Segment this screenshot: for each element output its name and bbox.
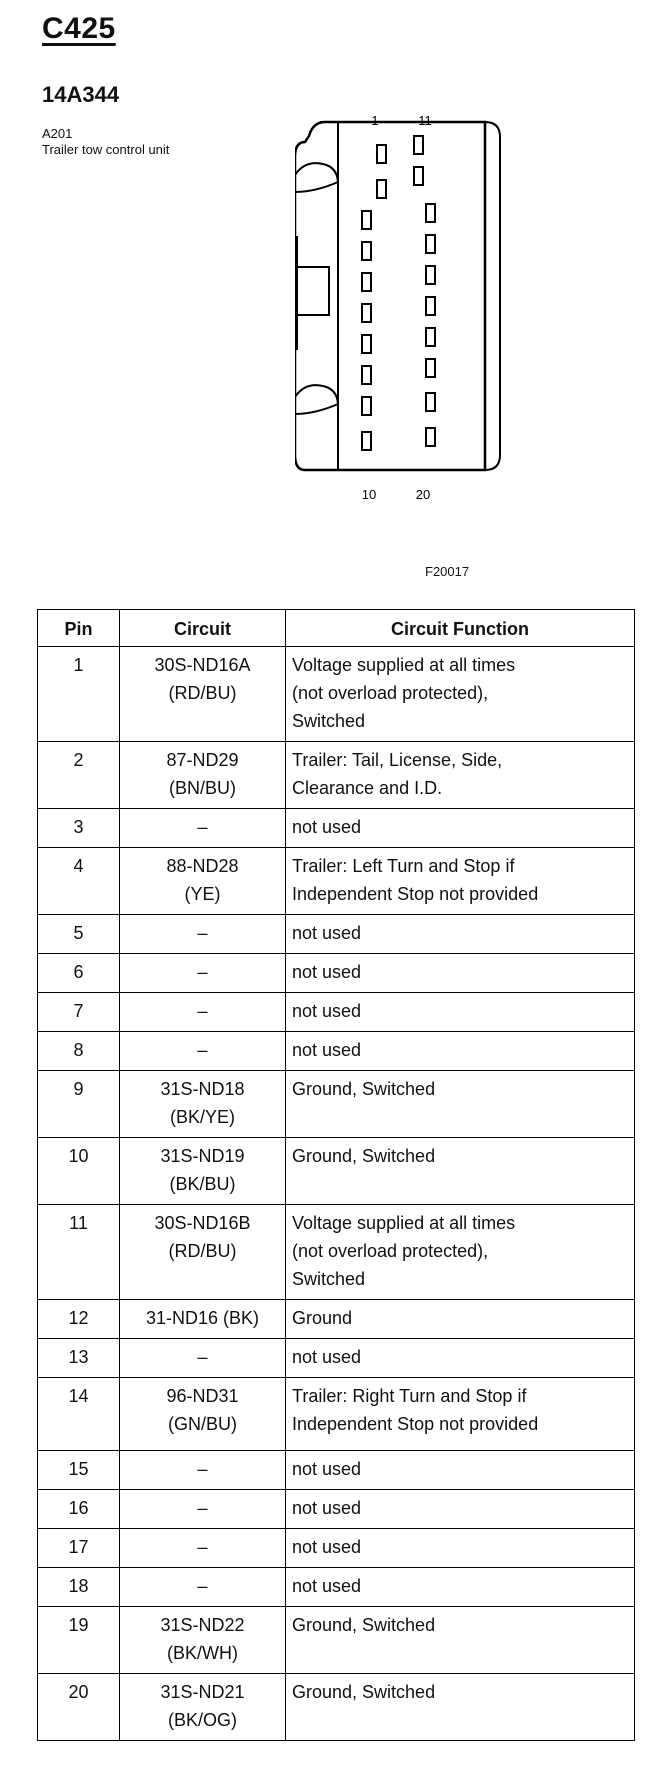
- circuit-cell: [120, 1451, 286, 1490]
- function-line: Trailer: Tail, License, Side,: [292, 750, 503, 770]
- table-row: [38, 1607, 635, 1674]
- terminal-pin-20: [426, 428, 435, 446]
- locking-tab-slot: [297, 267, 329, 315]
- function-line: Independent Stop not provided: [292, 884, 539, 904]
- pin-number: 4: [38, 848, 120, 915]
- circuit-cell: [120, 1205, 286, 1300]
- pin-number: 8: [38, 1032, 120, 1071]
- table-row: [38, 848, 635, 915]
- table-row: [38, 1032, 635, 1071]
- pin-number: 5: [38, 915, 120, 954]
- function-line: not used: [292, 817, 362, 837]
- circuit-function-cell: [286, 1529, 635, 1568]
- retention-clip-bottom: [295, 385, 338, 414]
- function-line: Independent Stop not provided: [292, 1414, 539, 1434]
- circuit-line: (BK/WH): [167, 1643, 238, 1663]
- function-line: not used: [292, 1537, 362, 1557]
- terminal-pin-14: [426, 235, 435, 253]
- circuit-line: –: [197, 923, 208, 943]
- circuit-function-cell: [286, 1032, 635, 1071]
- pin-label-20: 20: [415, 487, 431, 502]
- pin-number: 12: [38, 1300, 120, 1339]
- circuit-line: –: [197, 1347, 208, 1367]
- circuit-line: 31-ND16 (BK): [145, 1308, 260, 1328]
- circuit-cell: [120, 1529, 286, 1568]
- circuit-cell: [120, 1607, 286, 1674]
- circuit-line: (BK/OG): [167, 1710, 237, 1730]
- terminal-pin-1: [377, 145, 386, 163]
- terminal-pin-19: [426, 393, 435, 411]
- circuit-line: 87-ND29: [166, 750, 239, 770]
- header-pin: Pin: [38, 610, 120, 647]
- circuit-function-cell: [286, 1339, 635, 1378]
- housing-outline-right: [320, 122, 500, 470]
- connector-housing: [295, 122, 485, 470]
- circuit-line: (BN/BU): [169, 778, 236, 798]
- function-line: not used: [292, 1576, 362, 1596]
- circuit-cell: [120, 1071, 286, 1138]
- circuit-function-cell: [286, 809, 635, 848]
- table-row: [38, 915, 635, 954]
- circuit-line: 30S-ND16B: [154, 1213, 251, 1233]
- terminal-pin-3: [362, 211, 371, 229]
- terminal-pin-10: [362, 432, 371, 450]
- component-description: [42, 126, 212, 158]
- circuit-line: 30S-ND16A: [154, 655, 251, 675]
- circuit-cell: [120, 954, 286, 993]
- circuit-line: –: [197, 1459, 208, 1479]
- circuit-function-cell: [286, 954, 635, 993]
- pin-number: 19: [38, 1607, 120, 1674]
- function-line: Ground, Switched: [292, 1615, 436, 1635]
- table-row: [38, 809, 635, 848]
- pin-number: 2: [38, 742, 120, 809]
- terminal-pin-2: [377, 180, 386, 198]
- circuit-cell: [120, 809, 286, 848]
- circuit-cell: [120, 993, 286, 1032]
- pin-number: 3: [38, 809, 120, 848]
- terminal-pin-12: [414, 167, 423, 185]
- circuit-line: (GN/BU): [168, 1414, 237, 1434]
- function-line: Ground, Switched: [292, 1682, 436, 1702]
- table-row: [38, 1490, 635, 1529]
- pin-number: 1: [38, 647, 120, 742]
- terminal-pin-18: [426, 359, 435, 377]
- part-number: 14A344: [42, 82, 120, 107]
- circuit-line: –: [197, 1040, 208, 1060]
- pin-number: 7: [38, 993, 120, 1032]
- table-row: [38, 1205, 635, 1300]
- pin-number: 20: [38, 1674, 120, 1741]
- circuit-line: 31S-ND22: [160, 1615, 245, 1635]
- function-line: Voltage supplied at all times: [292, 1213, 516, 1233]
- function-line: not used: [292, 1001, 362, 1021]
- header-circuit: Circuit: [120, 610, 286, 647]
- table-header-row: [38, 610, 635, 647]
- circuit-cell: [120, 1568, 286, 1607]
- circuit-line: 31S-ND18: [160, 1079, 245, 1099]
- terminal-pin-6: [362, 304, 371, 322]
- terminal-pin-9: [362, 397, 371, 415]
- terminal-pin-16: [426, 297, 435, 315]
- circuit-line: –: [197, 1576, 208, 1596]
- pin-number: 17: [38, 1529, 120, 1568]
- table-row: [38, 1568, 635, 1607]
- table-row: [38, 1451, 635, 1490]
- table-row: [38, 1378, 635, 1451]
- function-line: Ground, Switched: [292, 1079, 436, 1099]
- component-code: A201: [42, 126, 73, 141]
- function-line: not used: [292, 923, 362, 943]
- circuit-cell: [120, 1674, 286, 1741]
- circuit-cell: [120, 1339, 286, 1378]
- function-line: not used: [292, 1040, 362, 1060]
- table-row: [38, 993, 635, 1032]
- circuit-function-cell: [286, 1378, 635, 1451]
- pin-number: 14: [38, 1378, 120, 1451]
- pin-number: 13: [38, 1339, 120, 1378]
- circuit-function-cell: [286, 647, 635, 742]
- circuit-function-cell: [286, 742, 635, 809]
- figure-id: F20017: [425, 564, 470, 579]
- circuit-function-cell: [286, 1568, 635, 1607]
- table-row: [38, 1138, 635, 1205]
- table-row: [38, 1071, 635, 1138]
- function-line: Switched: [292, 1269, 366, 1289]
- retention-clip-top: [295, 163, 338, 192]
- function-line: Voltage supplied at all times: [292, 655, 516, 675]
- function-line: Switched: [292, 711, 366, 731]
- circuit-cell: [120, 848, 286, 915]
- table-body: [38, 647, 635, 1741]
- header-circuit-function: Circuit Function: [286, 610, 635, 647]
- circuit-function-cell: [286, 993, 635, 1032]
- circuit-cell: [120, 1300, 286, 1339]
- table-row: [38, 1674, 635, 1741]
- circuit-line: 31S-ND19: [160, 1146, 245, 1166]
- circuit-line: (BK/YE): [169, 1107, 235, 1127]
- terminal-pin-17: [426, 328, 435, 346]
- circuit-line: (RD/BU): [168, 1241, 237, 1261]
- circuit-line: –: [197, 1537, 208, 1557]
- terminal-cavities: [362, 136, 435, 450]
- pin-label-10: 10: [361, 487, 377, 502]
- circuit-cell: [120, 1138, 286, 1205]
- terminal-pin-8: [362, 366, 371, 384]
- terminal-pin-13: [426, 204, 435, 222]
- pin-number: 15: [38, 1451, 120, 1490]
- table-row: [38, 647, 635, 742]
- circuit-line: (YE): [184, 884, 221, 904]
- circuit-line: 31S-ND21: [160, 1682, 245, 1702]
- circuit-line: –: [197, 962, 208, 982]
- function-line: Trailer: Left Turn and Stop if: [292, 856, 515, 876]
- circuit-cell: [120, 915, 286, 954]
- terminal-pin-7: [362, 335, 371, 353]
- connector-title: C425: [42, 12, 116, 45]
- function-line: Ground, Switched: [292, 1146, 436, 1166]
- circuit-function-cell: [286, 1490, 635, 1529]
- circuit-line: –: [197, 1001, 208, 1021]
- circuit-line: (BK/BU): [169, 1174, 236, 1194]
- pin-number: 10: [38, 1138, 120, 1205]
- circuit-function-cell: [286, 1451, 635, 1490]
- pin-label-11: 11: [418, 113, 432, 128]
- function-line: not used: [292, 962, 362, 982]
- function-line: Ground: [292, 1308, 353, 1328]
- circuit-function-cell: [286, 1138, 635, 1205]
- pin-number: 16: [38, 1490, 120, 1529]
- circuit-cell: [120, 647, 286, 742]
- function-line: Clearance and I.D.: [292, 778, 443, 798]
- circuit-cell: [120, 1032, 286, 1071]
- circuit-function-cell: [286, 1607, 635, 1674]
- circuit-function-cell: [286, 848, 635, 915]
- circuit-cell: [120, 742, 286, 809]
- circuit-function-cell: [286, 1205, 635, 1300]
- circuit-function-cell: [286, 1300, 635, 1339]
- circuit-function-cell: [286, 1071, 635, 1138]
- function-line: not used: [292, 1459, 362, 1479]
- circuit-function-cell: [286, 1674, 635, 1741]
- pinout-table: [37, 609, 635, 1741]
- circuit-line: –: [197, 817, 208, 837]
- function-line: not used: [292, 1498, 362, 1518]
- table-row: [38, 1529, 635, 1568]
- connector-face-diagram: [295, 112, 565, 582]
- function-line: Trailer: Right Turn and Stop if: [292, 1386, 527, 1406]
- pin-number: 9: [38, 1071, 120, 1138]
- function-line: not used: [292, 1347, 362, 1367]
- terminal-pin-5: [362, 273, 371, 291]
- terminal-pin-4: [362, 242, 371, 260]
- circuit-line: –: [197, 1498, 208, 1518]
- table-row: [38, 742, 635, 809]
- pin-number: 18: [38, 1568, 120, 1607]
- circuit-function-cell: [286, 915, 635, 954]
- circuit-line: (RD/BU): [168, 683, 237, 703]
- circuit-cell: [120, 1490, 286, 1529]
- pin-number: 6: [38, 954, 120, 993]
- pin-label-1: 1: [371, 113, 379, 128]
- circuit-line: 96-ND31: [166, 1386, 239, 1406]
- terminal-pin-15: [426, 266, 435, 284]
- function-line: (not overload protected),: [292, 1241, 489, 1261]
- table-row: [38, 954, 635, 993]
- function-line: (not overload protected),: [292, 683, 489, 703]
- terminal-pin-11: [414, 136, 423, 154]
- circuit-line: 88-ND28: [166, 856, 239, 876]
- circuit-cell: [120, 1378, 286, 1451]
- table-row: [38, 1300, 635, 1339]
- pin-number: 11: [38, 1205, 120, 1300]
- component-name: Trailer tow control unit: [42, 142, 170, 157]
- table-row: [38, 1339, 635, 1378]
